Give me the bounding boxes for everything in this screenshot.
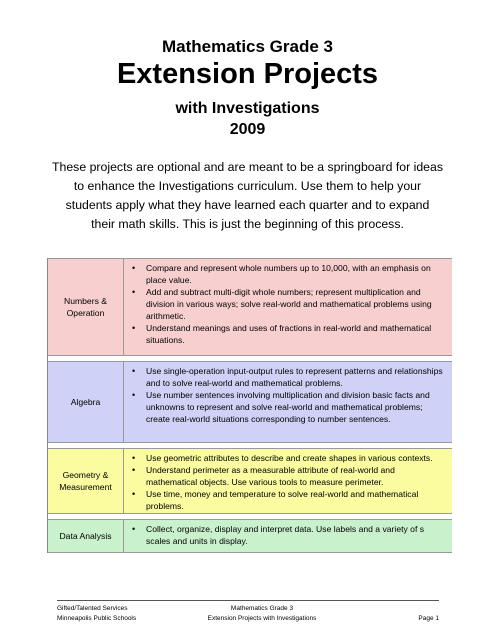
category-label [48,362,124,442]
table-row-geometry-measurement [48,448,452,514]
category-line: Numbers & [64,296,107,306]
intro-line: students apply what they have learned each quarter and to expand [65,198,430,212]
subject-grade-heading: Mathematics Grade 3 [161,37,333,56]
footer-district: Minneapolis Public Schools [57,615,137,622]
category-text: Algebra [70,397,101,407]
list-item: • Compare and represent whole numbers up to 10,000, with an emphasis on place value. [146,262,448,286]
intro-paragraph [40,158,455,234]
category-label [48,449,124,513]
footer-subject: Mathematics Grade 3 [230,605,294,612]
list-item: • Collect, organize, display and interpret data. Use labels and a variety of s scales and units in display. [146,523,448,547]
footer-doc-title: Extension Projects with Investigations [207,615,317,622]
page-number: Page 1 [418,615,439,622]
category-label [48,520,124,552]
page-footer [57,600,439,622]
document-title: Extension Projects [116,58,379,90]
intro-line: These projects are optional and are meant to be a springboard for ideas [51,160,443,174]
table-row-algebra [48,361,452,443]
table-row-data-analysis [48,519,452,553]
intro-line: to enhance the Investigations curriculum. Use them to help your [73,179,422,193]
list-item: • Understand meanings and uses of fractions in real-world and mathematical situations. [146,322,448,346]
category-text: Data Analysis [59,531,112,541]
category-line: Operation [66,308,105,318]
category-label [48,259,124,355]
subtitle: with Investigations [175,100,320,117]
footer-center [202,604,322,624]
category-line: Measurement [59,482,112,492]
footer-left [57,604,136,624]
footer-right [418,604,439,624]
intro-line: their math skills. This is just the beginning of this process. [91,217,404,231]
list-item: • Use time, money and temperature to solve real-world and mathematical problems. [146,488,448,512]
list-item: • Use number sentences involving multiplication and division basic facts and unknowns to represent and solve real-world and mathematical problems; create real-world situations corresponding to number sentences. [146,389,448,425]
table-row-numbers-operation [48,258,452,356]
standards-list [124,362,452,442]
list-item: • Use geometric attributes to describe and create shapes in various contexts. [146,452,448,464]
list-item: • Use single-operation input-output rules to represent patterns and relationships and to solve real-world and mathematical problems. [146,365,448,389]
footer-org: Gifted/Talented Services [57,605,128,612]
list-item: • Understand perimeter as a measurable attribute of real-world and mathematical objects. Use various tools to measure perimeter. [146,464,448,488]
list-item: • Add and subtract multi-digit whole numbers; represent multiplication and division in various ways; solve real-world and mathematical problems using arithmetic. [146,286,448,322]
standards-list [124,520,452,552]
standards-list [124,449,452,513]
year-heading: 2009 [229,121,266,138]
standards-list [124,259,452,355]
category-line: Geometry & [62,470,109,480]
standards-table [47,258,452,553]
